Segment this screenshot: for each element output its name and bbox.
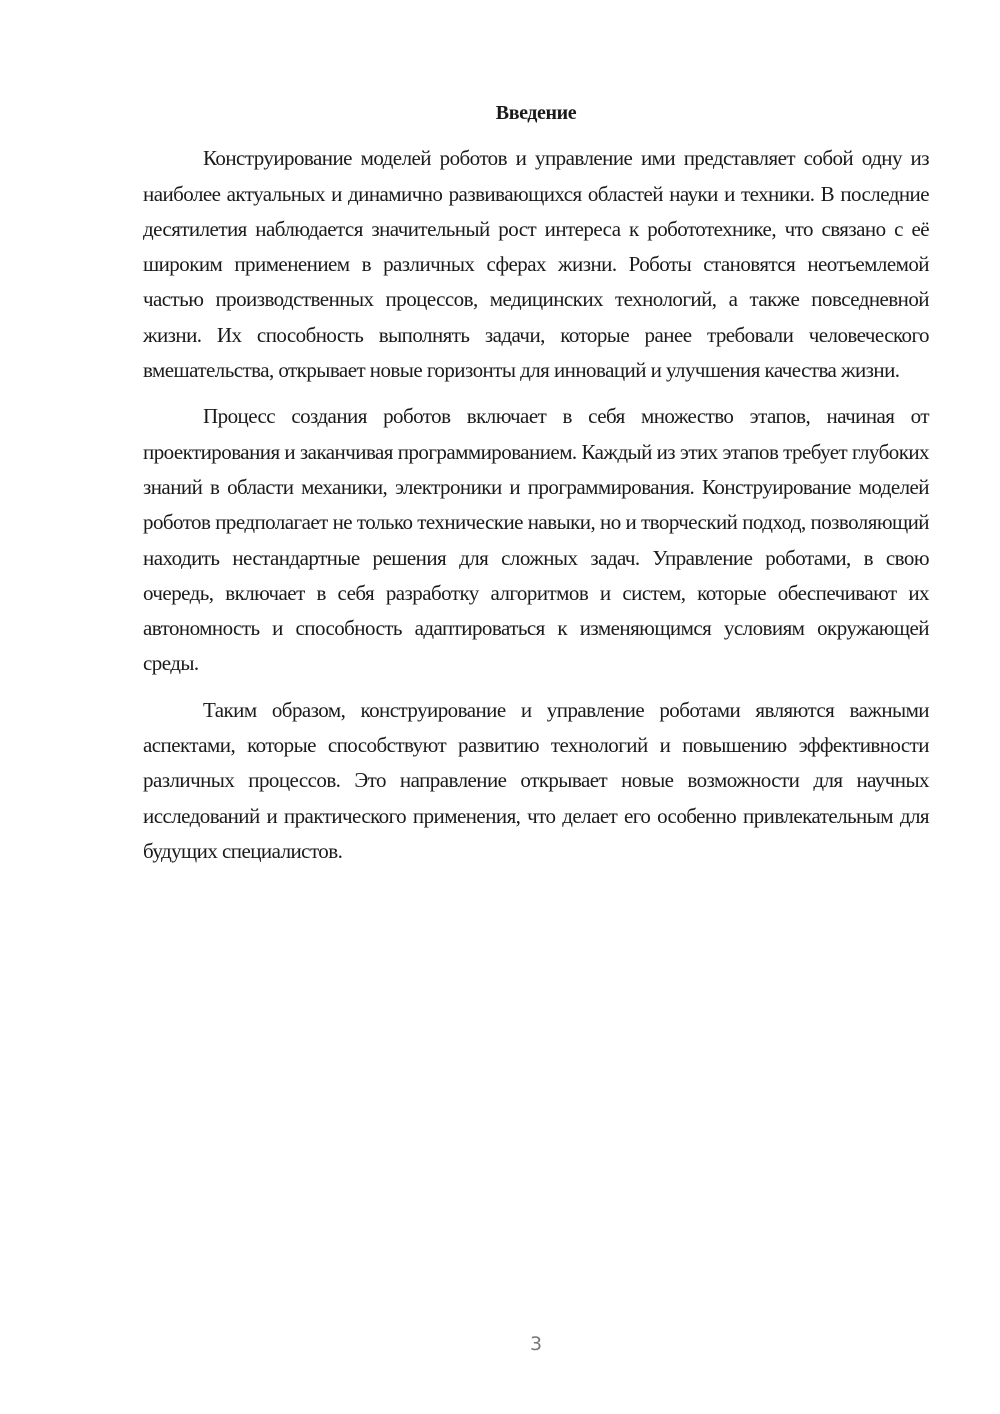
paragraph-3: Таким образом, конструирование и управление роботами являются важными аспектами, которые способствуют развитию технологий и повышению эффективности различных процессов. Это направление открывает новые возможности для научных исследований и практического применения, что делает его особенно привлекательным для будущих специалистов.: [143, 697, 929, 863]
paragraph-1: Конструирование моделей роботов и управление ими представляет собой одну из наиболее актуальных и динамично развивающихся областей науки и техники. В последние десятилетия наблюдается значительный рост интереса к робототехнике, что связано с её широким применением в различных сферах жизни. Роботы становятся неотъемлемой частью производственных процессов, медицинских технологий, а также повседневной жизни. Их способность выполнять задачи, которые ранее требовали человеческого вмешательства, открывает новые горизонты для инноваций и улучшения качества жизни.: [143, 146, 929, 383]
paragraph-2: Процесс создания роботов включает в себя множество этапов, начиная от проектирования и заканчивая программированием. Каждый из этих этапов требует глубоких знаний в области механики, электроники и программирования. Конструирование моделей роботов предполагает не только технические навыки, но и творческий подход, позволяющий находить нестандартные решения для сложных задач. Управление роботами, в свою очередь, включает в себя разработку алгоритмов и систем, которые обеспечивают их автономность и способность адаптироваться к изменяющимся условиям окружающей среды.: [143, 404, 929, 676]
page-content: [143, 96, 929, 880]
page-number: 3: [529, 1333, 543, 1355]
section-title: Введение: [495, 102, 577, 124]
